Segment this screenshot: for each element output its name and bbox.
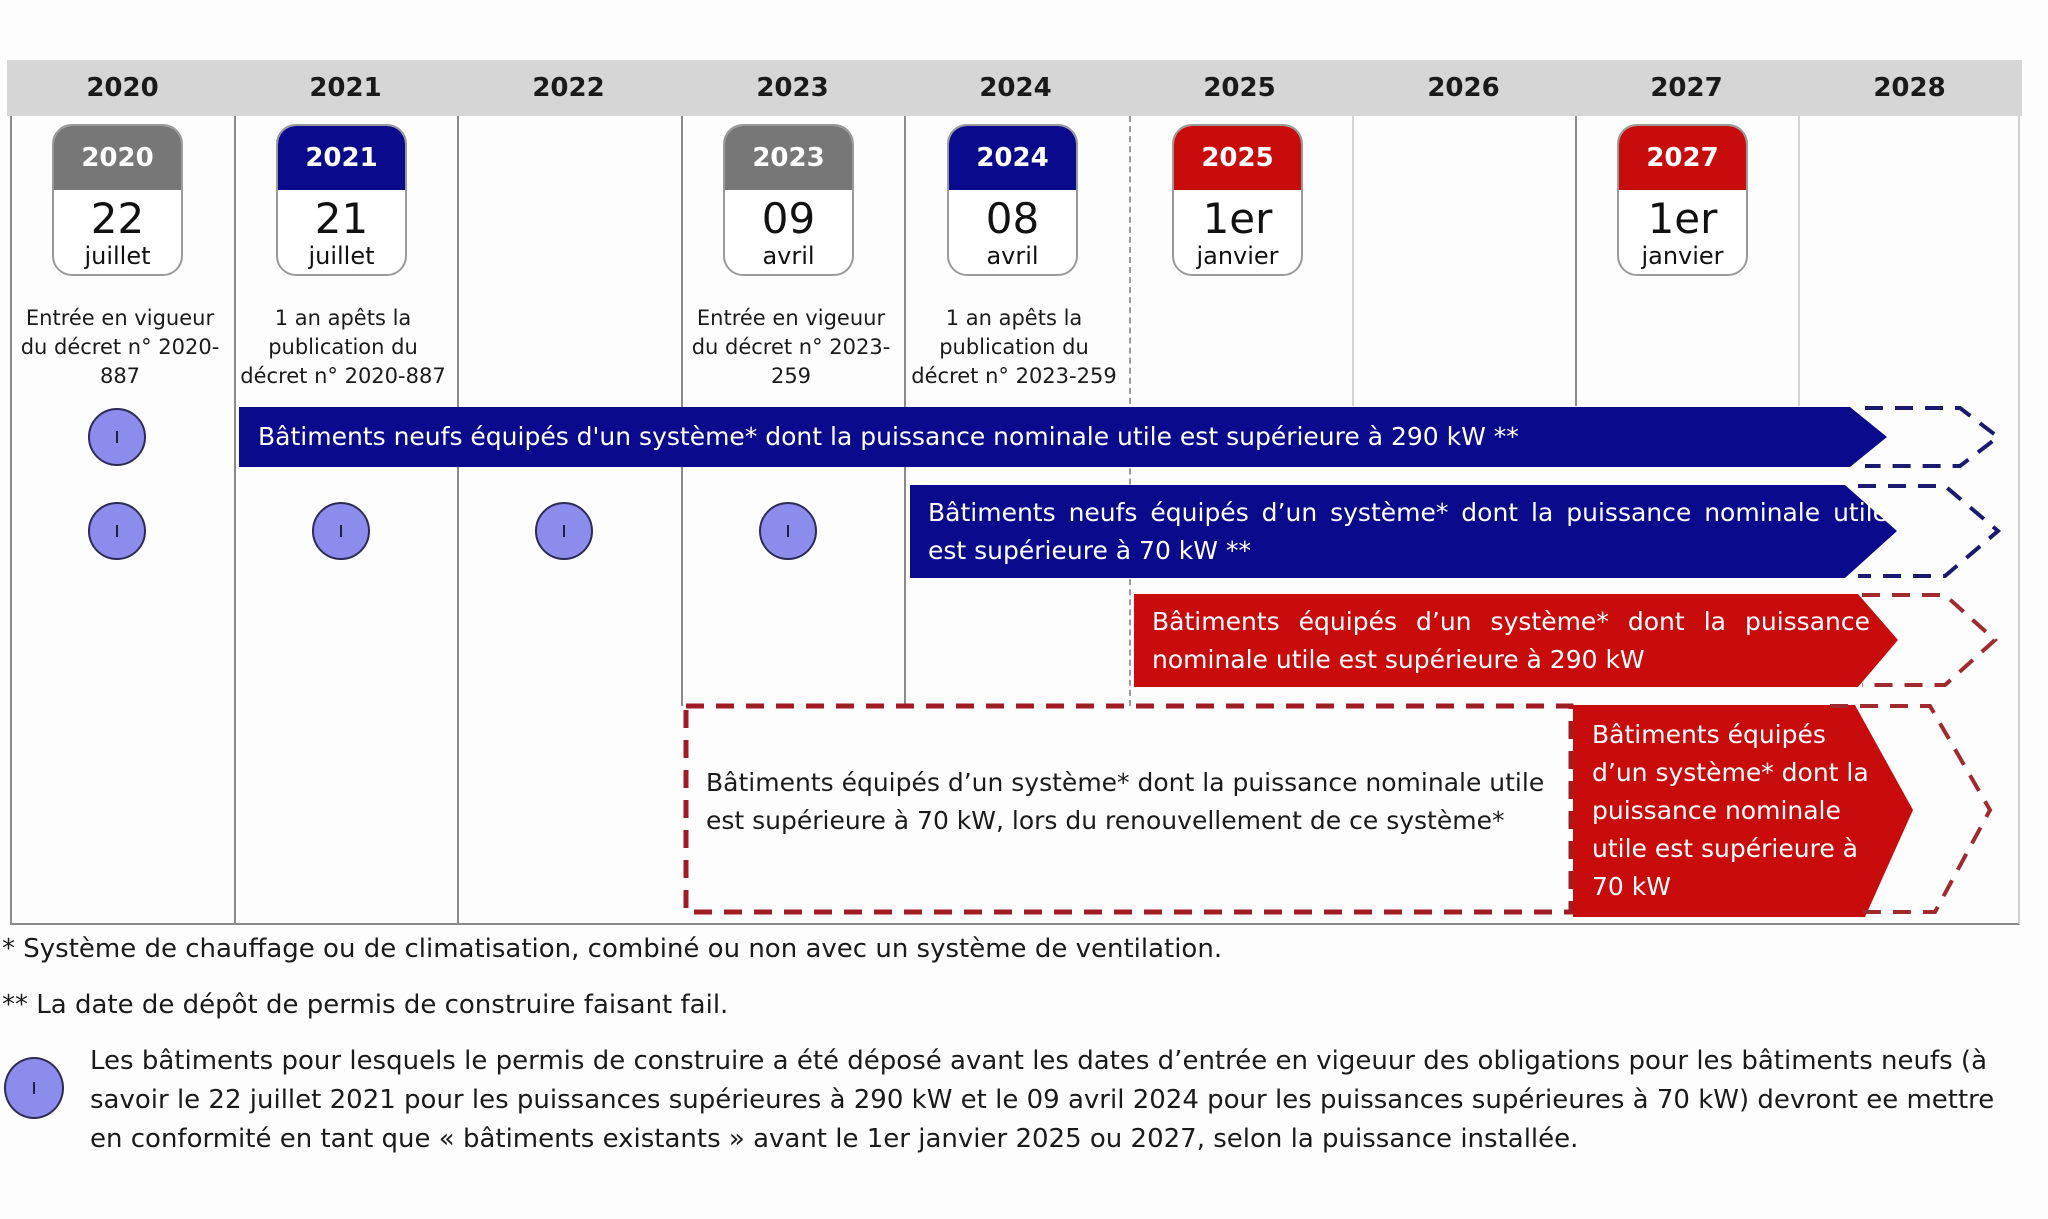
bar-new-290-label: Bâtiments neufs équipés d'un système* dont la puissance nominale utile est supérieure à 290 kW ** [258, 422, 1519, 451]
year-header-2025: 2025 [1203, 73, 1276, 103]
card-year: 2023 [725, 126, 852, 190]
year-header-2021: 2021 [309, 73, 382, 103]
card-year: 2021 [278, 126, 405, 190]
bar-new-70-label: Bâtiments neufs équipés d’un système* dont la puissance nominale utile est supérieure à 70 kW ** [928, 498, 1888, 565]
box-renewal-70-label: Bâtiments équipés d’un système* dont la puissance nominale utile est supérieure à 70 kW, lors du renouvellement de ce système* [706, 768, 1545, 835]
card-month: avril [986, 242, 1039, 270]
year-header-2024: 2024 [979, 73, 1052, 103]
card-day: 22 [90, 194, 145, 243]
bar-existing-70-label: Bâtiments équipés d’un système* dont la puissance nominale utile est supérieure à 70 kW [1592, 720, 1869, 901]
card-year: 2024 [949, 126, 1076, 190]
card-day: 1er [1647, 194, 1718, 243]
milestone-description-2023: Entrée en vigeuur du décret n° 2023-259 [691, 306, 891, 388]
year-header-2026: 2026 [1427, 73, 1500, 103]
bar-existing-290-label: Bâtiments équipés d’un système* dont la puissance nominale utile est supérieure à 290 kW [1152, 607, 1870, 674]
card-day: 09 [761, 194, 816, 243]
existing-building-marker-icon [312, 502, 370, 560]
card-month: juillet [308, 242, 375, 270]
card-year: 2025 [1174, 126, 1301, 190]
card-day: 21 [314, 194, 369, 243]
card-day: 08 [985, 194, 1040, 243]
card-year: 2020 [54, 126, 181, 190]
milestone-description-2021: 1 an apêts la publication du décret n° 2020-887 [240, 306, 446, 388]
year-header-2027: 2027 [1650, 73, 1723, 103]
year-header-2022: 2022 [532, 73, 605, 103]
footnote-double-star: ** La date de dépôt de permis de construire faisant fail. [2, 990, 729, 1020]
year-header-2020: 2020 [86, 73, 159, 103]
card-year: 2027 [1619, 126, 1746, 190]
year-header-2023: 2023 [756, 73, 829, 103]
legend-description: Les bâtiments pour lesquels le permis de construire a été déposé avant les dates d’entrée en vigeuur des obligations pour les bâtiments neufs (à savoir le 22 juillet 2021 pour les puissances supérieures à 290 kW et le 09 avril 2024 pour les puissances supérieures à 70 kW) devront ee mettre en conformité en tant que « bâtiments existants » avant le 1er janvier 2025 ou 2027, selon la puissance installée. [90, 1046, 1995, 1154]
card-day: 1er [1202, 194, 1273, 243]
existing-building-marker-icon [88, 408, 146, 466]
card-month: avril [762, 242, 815, 270]
milestone-description-2020: Entrée en vigueur du décret n° 2020-887 [20, 306, 220, 388]
card-month: janvier [1196, 242, 1279, 270]
card-month: janvier [1641, 242, 1724, 270]
existing-building-marker-icon [535, 502, 593, 560]
footnote-single-star: * Système de chauffage ou de climatisation, combiné ou non avec un système de ventilation. [2, 934, 1223, 964]
year-header-2028: 2028 [1873, 73, 1946, 103]
existing-building-marker-icon [759, 502, 817, 560]
milestone-description-2024: 1 an apêts la publication du décret n° 2023-259 [911, 306, 1117, 388]
legend-marker-icon [4, 1057, 64, 1119]
existing-building-marker-icon [88, 502, 146, 560]
card-month: juillet [84, 242, 151, 270]
